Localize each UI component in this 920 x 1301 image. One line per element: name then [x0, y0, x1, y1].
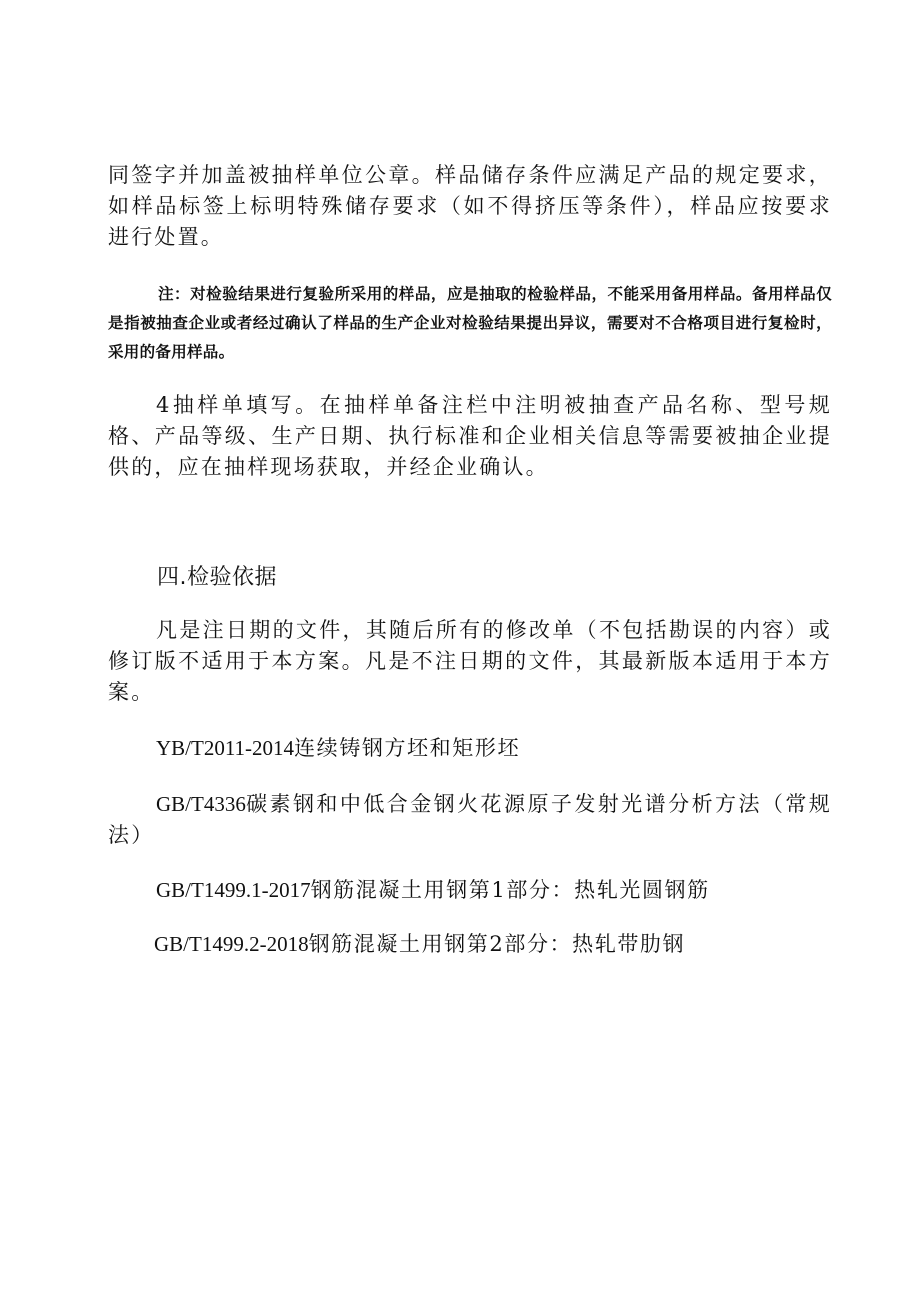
standard-item	[156, 875, 832, 906]
standard-code: GB/T1499.1-2017	[156, 878, 311, 902]
note-paragraph: 注：对检验结果进行复验所采用的样品，应是抽取的检验样品，不能采用备用样品。备用样品仅是指被抽查企业或者经过确认了样品的生产企业对检验结果提出异议，需要对不合格项目进行复检时，采用的备用样品。	[108, 285, 832, 361]
standard-item	[108, 789, 832, 851]
standard-code: GB/T4336	[156, 792, 246, 816]
standard-code: GB/T1499.2-2018	[154, 932, 309, 956]
standard-code: YB/T2011-2014	[156, 736, 295, 760]
section-intro-paragraph: 凡是注日期的文件，其随后所有的修改单（不包括勘误的内容）或修订版不适用于本方案。凡是不注日期的文件，其最新版本适用于本方案。	[108, 618, 832, 704]
section-heading: 四.检验依据	[157, 565, 277, 590]
sampling-form-paragraph: 4抽样单填写。在抽样单备注栏中注明被抽查产品名称、型号规格、产品等级、生产日期、执行标准和企业相关信息等需要被抽企业提供的，应在抽样现场获取，并经企业确认。	[108, 393, 832, 479]
standard-title: 碳素钢和中低合金钢火花源原子发射光谱分析方法（常规法）	[108, 792, 832, 847]
standard-title: 钢筋混凝土用钢第2部分：热轧带肋钢	[308, 932, 686, 956]
sample-storage-paragraph: 同签字并加盖被抽样单位公章。样品储存条件应满足产品的规定要求，如样品标签上标明特殊储存要求（如不得挤压等条件），样品应按要求进行处置。	[108, 163, 832, 249]
standard-title: 钢筋混凝土用钢第1部分：热轧光圆钢筋	[310, 878, 710, 902]
standard-item	[154, 929, 830, 960]
standard-item	[156, 733, 832, 764]
standard-title: 连续铸钢方坯和矩形坯	[294, 736, 521, 760]
